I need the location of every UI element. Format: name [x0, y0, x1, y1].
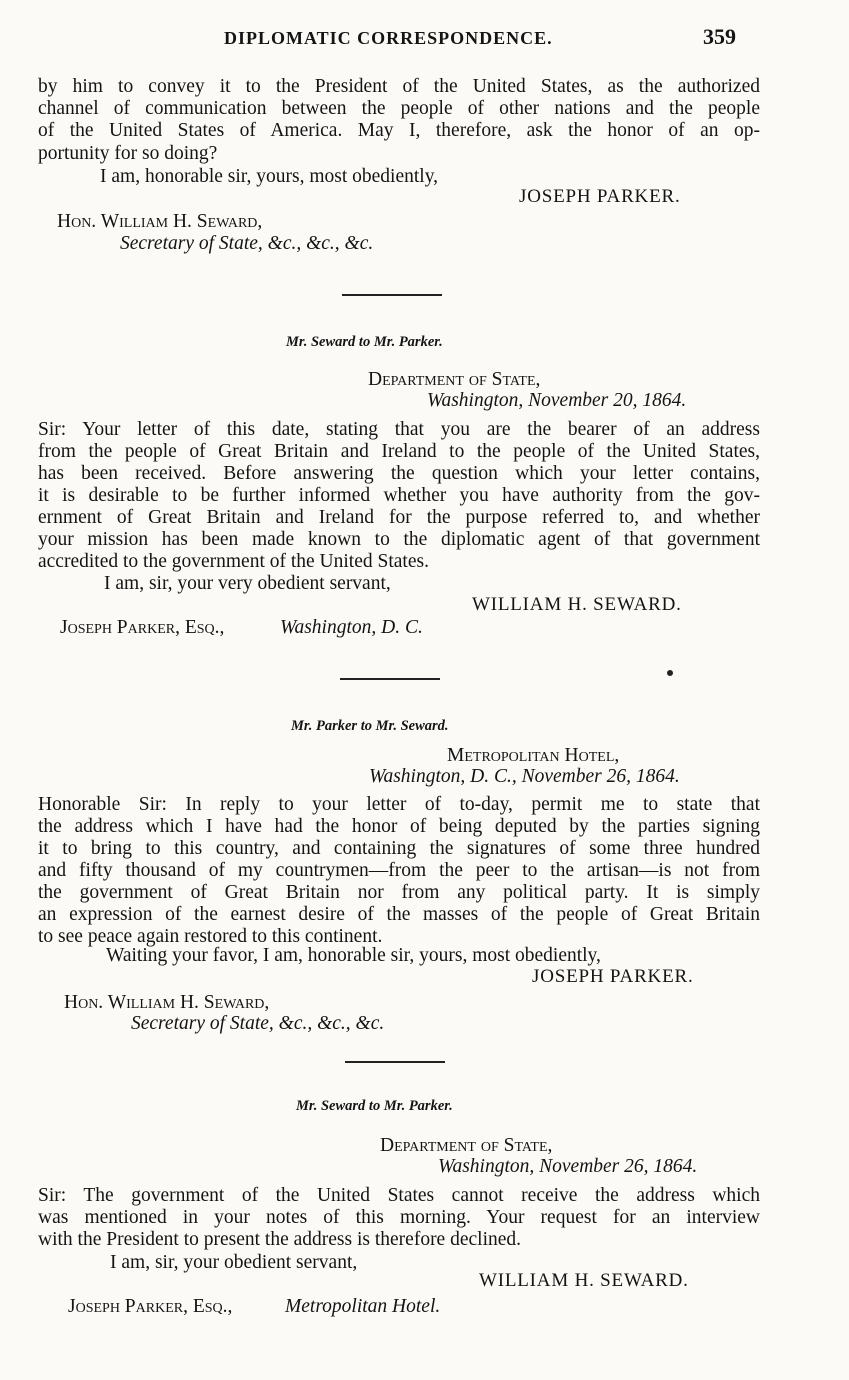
letter1-line: by him to convey it to the President of the United States, as the authorized — [38, 76, 760, 97]
letter1-line: portunity for so doing? — [38, 143, 218, 164]
letter2-signature: WILLIAM H. SEWARD. — [472, 594, 682, 615]
letter3-addressee-name: Hon. William H. Seward, — [64, 992, 270, 1013]
letter4-line: was mentioned in your notes of this morning. Your request for an interview — [38, 1207, 760, 1228]
letter2-place: Department of State, — [368, 369, 541, 390]
section-divider — [340, 678, 440, 680]
section-divider — [342, 294, 442, 296]
letter2-date: Washington, November 20, 1864. — [427, 390, 687, 411]
letter2-addressee-place: Washington, D. C. — [280, 617, 423, 638]
letter2-line: your mission has been made known to the diplomatic agent of that government — [38, 529, 760, 550]
letter3-line: it to bring to this country, and containing the signatures of some three hundred — [38, 838, 760, 859]
letter3-date: Washington, D. C., November 26, 1864. — [369, 766, 680, 787]
letter2-closing: I am, sir, your very obedient servant, — [104, 573, 391, 594]
letter3-heading: Mr. Parker to Mr. Seward. — [291, 718, 449, 734]
letter2-line: has been received. Before answering the question which your letter contains, — [38, 463, 760, 484]
letter4-date: Washington, November 26, 1864. — [438, 1156, 698, 1177]
letter3-line: and fifty thousand of my countrymen—from the peer to the artisan—is not from — [38, 860, 760, 881]
letter4-addressee-name: Joseph Parker, Esq., — [68, 1296, 233, 1317]
letter4-heading: Mr. Seward to Mr. Parker. — [296, 1098, 453, 1114]
letter1-line: channel of communication between the people of other nations and the people — [38, 98, 760, 119]
page-number: 359 — [703, 24, 736, 49]
letter2-line: accredited to the government of the United States. — [38, 551, 429, 572]
letter4-addressee-place: Metropolitan Hotel. — [285, 1296, 441, 1317]
letter4-place: Department of State, — [380, 1135, 553, 1156]
letter3-line: to see peace again restored to this continent. — [38, 926, 383, 947]
letter1-addressee-title: Secretary of State, &c., &c., &c. — [120, 233, 374, 254]
letter2-line: Sir: Your letter of this date, stating that you are the bearer of an address — [38, 419, 760, 440]
ink-speck — [667, 670, 673, 676]
letter2-line: ernment of Great Britain and Ireland for the purpose referred to, and whether — [38, 507, 760, 528]
letter3-line: an expression of the earnest desire of the masses of the people of Great Britain — [38, 904, 760, 925]
letter4-line: Sir: The government of the United States cannot receive the address which — [38, 1185, 760, 1206]
letter2-line: from the people of Great Britain and Ireland to the people of the United States, — [38, 441, 760, 462]
running-header-title: DIPLOMATIC CORRESPONDENCE. — [224, 28, 553, 48]
letter2-heading: Mr. Seward to Mr. Parker. — [286, 334, 443, 350]
letter3-place: Metropolitan Hotel, — [447, 745, 620, 766]
letter1-closing: I am, honorable sir, yours, most obediently, — [100, 166, 439, 187]
letter4-closing: I am, sir, your obedient servant, — [110, 1252, 358, 1273]
letter3-addressee-title: Secretary of State, &c., &c., &c. — [131, 1013, 385, 1034]
letter3-closing: Waiting your favor, I am, honorable sir, yours, most obediently, — [106, 945, 601, 966]
letter2-line: it is desirable to be further informed whether you have authority from the gov- — [38, 485, 760, 506]
letter2-addressee-name: Joseph Parker, Esq., — [60, 617, 225, 638]
section-divider — [345, 1061, 445, 1063]
letter4-signature: WILLIAM H. SEWARD. — [479, 1270, 689, 1291]
letter3-line: Honorable Sir: In reply to your letter of to-day, permit me to state that — [38, 794, 760, 815]
letter4-line: with the President to present the address is therefore declined. — [38, 1229, 522, 1250]
letter1-line: of the United States of America. May I, therefore, ask the honor of an op- — [38, 120, 760, 141]
letter3-signature: JOSEPH PARKER. — [532, 966, 694, 987]
letter3-line: the government of Great Britain nor from any political party. It is simply — [38, 882, 760, 903]
letter1-signature: JOSEPH PARKER. — [519, 186, 681, 207]
letter1-addressee-name: Hon. William H. Seward, — [57, 211, 263, 232]
letter3-line: the address which I have had the honor of being deputed by the parties signing — [38, 816, 760, 837]
